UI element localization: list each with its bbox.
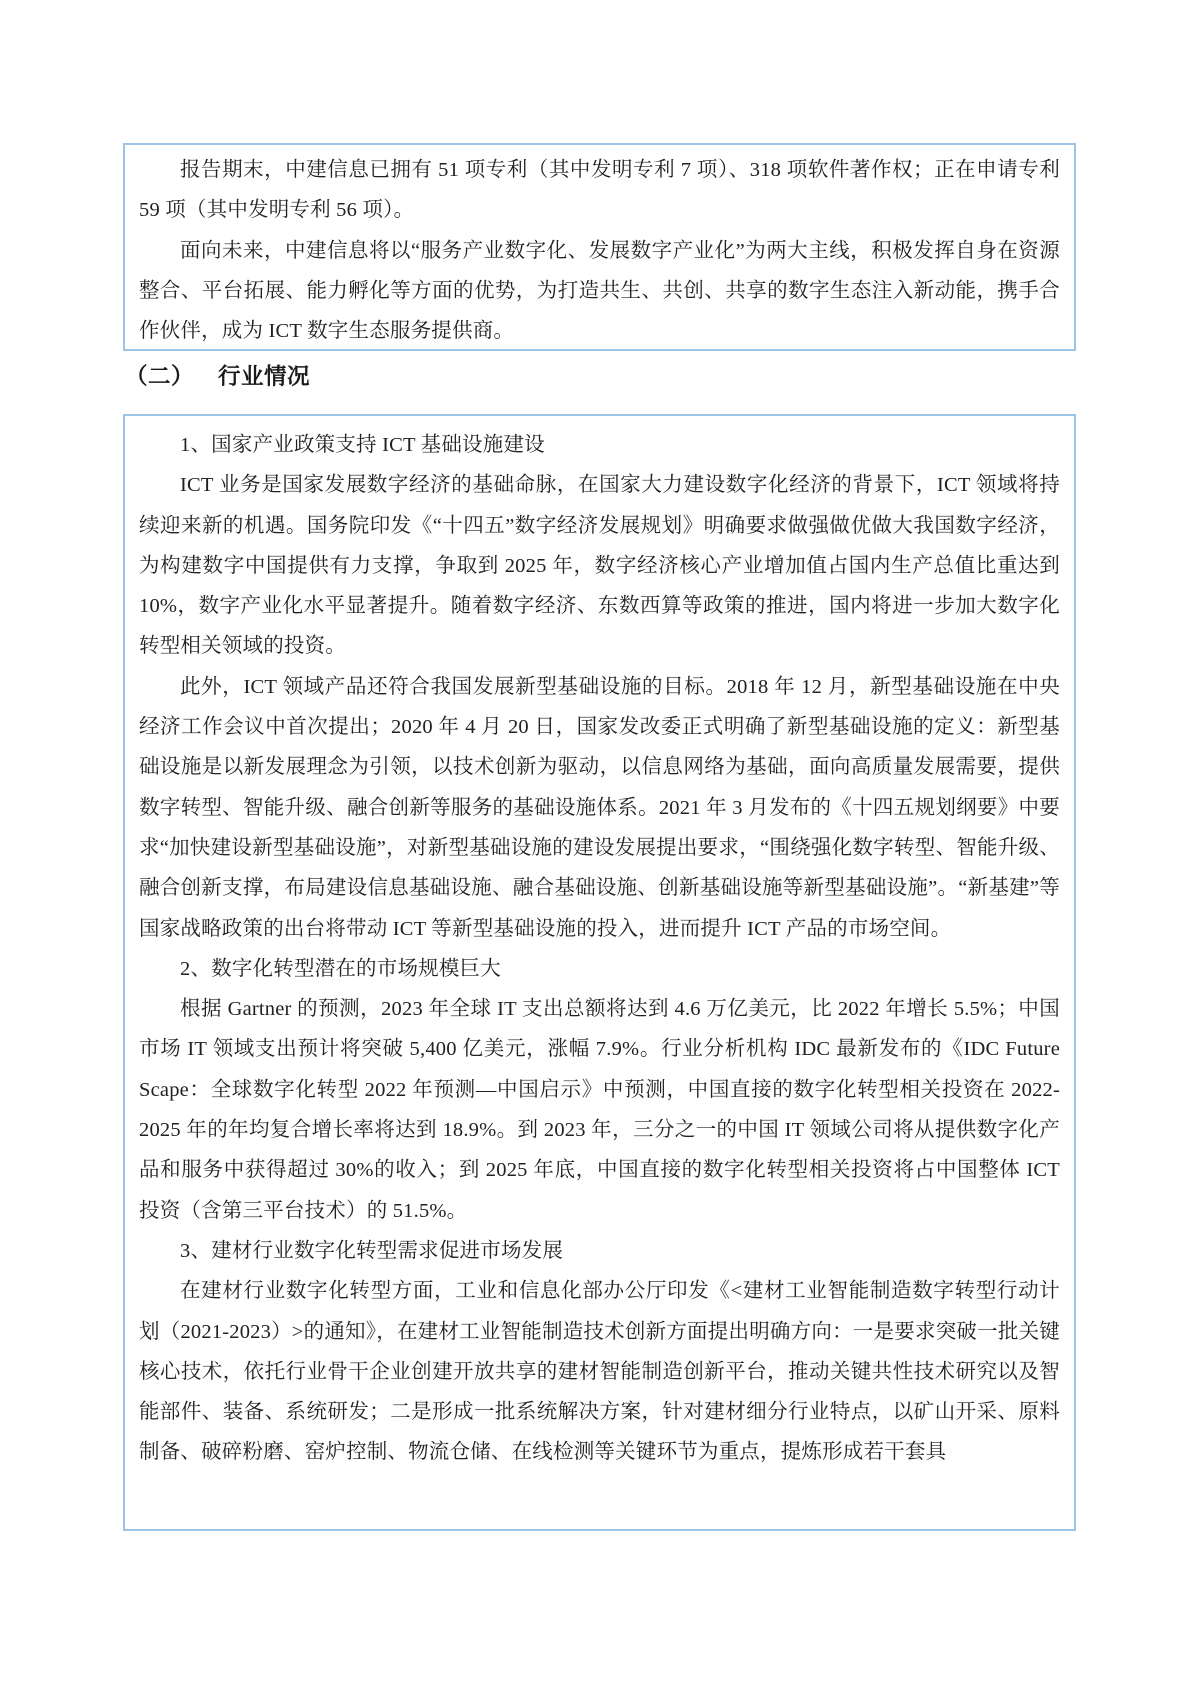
paragraph-market-forecast: 根据 Gartner 的预测，2023 年全球 IT 支出总额将达到 4.6 万亿美元，比 2022 年增长 5.5%；中国市场 IT 领域支出预计将突破 5,400 亿美元，涨幅 7.9%。行业分析机构 IDC 最新发布的《IDC Future Scape：全球数字化转型 2022 年预测—中国启示》中预测，中国直接的数字化转型相关投资在 2022-2025 年的年均复合增长率将达到 18.9%。到 2023 年，三分之一的中国 IT 领域公司将从提供数字化产品和服务中获得超过 30%的收入；到 2025 年底，中国直接的数字化转型相关投资将占中国整体 ICT 投资（含第三平台技术）的 51.5%。 bbox=[139, 998, 1060, 1222]
section-number: （二） bbox=[125, 364, 195, 389]
company-summary-box bbox=[123, 143, 1076, 351]
paragraph-patents: 报告期末，中建信息已拥有 51 项专利（其中发明专利 7 项）、318 项软件著作权；正在申请专利 59 项（其中发明专利 56 项）。 bbox=[139, 159, 1060, 222]
subsection-heading-2: 2、数字化转型潜在的市场规模巨大 bbox=[180, 957, 501, 980]
paragraph-new-infrastructure: 此外，ICT 领域产品还符合我国发展新型基础设施的目标。2018 年 12 月，新型基础设施在中央经济工作会议中首次提出；2020 年 4 月 20 日，国家发改委正式明确了新型基础设施的定义：新型基础设施是以新发展理念为引领，以技术创新为驱动，以信息网络为基础，面向高质量发展需要，提供数字转型、智能升级、融合创新等服务的基础设施体系。2021 年 3 月发布的《十四五规划纲要》中要求“加快建设新型基础设施”，对新型基础设施的建设发展提出要求，“围绕强化数字转型、智能升级、融合创新支撑，布局建设信息基础设施、融合基础设施、创新基础设施等新型基础设施”。“新基建”等国家战略政策的出台将带动 ICT 等新型基础设施的投入，进而提升 ICT 产品的市场空间。 bbox=[139, 675, 1060, 940]
subsection-heading-3: 3、建材行业数字化转型需求促进市场发展 bbox=[180, 1239, 564, 1262]
subsection-heading-1: 1、国家产业政策支持 ICT 基础设施建设 bbox=[180, 434, 545, 456]
paragraph-ict-policy: ICT 业务是国家发展数字经济的基础命脉，在国家大力建设数字化经济的背景下，ICT 领域将持续迎来新的机遇。国务院印发《“十四五”数字经济发展规划》明确要求做强做优做大我国数字经济，为构建数字中国提供有力支撑，争取到 2025 年，数字经济核心产业增加值占国内生产总值比重达到 10%，数字产业化水平显著提升。随着数字经济、东数西算等政策的推进，国内将进一步加大数字化转型相关领域的投资。 bbox=[139, 474, 1060, 658]
section-title: 行业情况 bbox=[218, 364, 311, 389]
section-heading bbox=[125, 362, 310, 392]
industry-overview-box bbox=[123, 414, 1076, 1531]
paragraph-building-materials: 在建材行业数字化转型方面，工业和信息化部办公厅印发《<建材工业智能制造数字转型行动计划（2021-2023）>的通知》，在建材工业智能制造技术创新方面提出明确方向：一是要求突破一批关键核心技术，依托行业骨干企业创建开放共享的建材智能制造创新平台，推动关键共性技术研究以及智能部件、装备、系统研发；二是形成一批系统解决方案，针对建材细分行业特点，以矿山开采、原料制备、破碎粉磨、窑炉控制、物流仓储、在线检测等关键环节为重点，提炼形成若干套具 bbox=[139, 1280, 1060, 1464]
paragraph-future-outlook: 面向未来，中建信息将以“服务产业数字化、发展数字产业化”为两大主线，积极发挥自身在资源整合、平台拓展、能力孵化等方面的优势，为打造共生、共创、共享的数字生态注入新动能，携手合作伙伴，成为 ICT 数字生态服务提供商。 bbox=[139, 239, 1060, 343]
